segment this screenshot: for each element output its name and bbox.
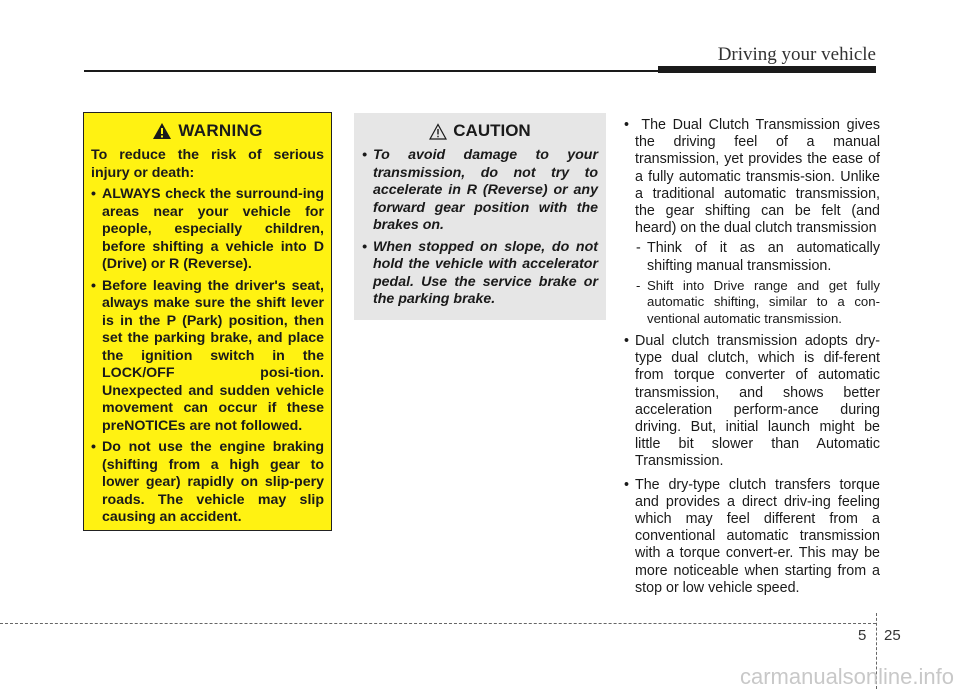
caution-title: CAUTION: [453, 121, 531, 140]
body-text-column: [624, 113, 880, 603]
page-number: 25: [884, 627, 901, 644]
list-item: • The dry-type clutch transfers torque and provides a direct driv-ing feeling which may feel different from a conventional automatic transmission with a torque convert-er. This may be more noticeable when starting from a stop or low vehicle speed.: [624, 477, 880, 597]
page-section-title: Driving your vehicle: [717, 44, 876, 65]
warning-item: • ALWAYS check the surround-ing areas near your vehicle for people, especially children, before shifting a vehicle into D (Drive) or R (Reverse).: [91, 186, 324, 274]
warning-title: WARNING: [178, 121, 263, 140]
warning-box: [83, 112, 332, 531]
list-item-text: The Dual Clutch Transmission gives the driving feel of a manual transmission, yet provides the ease of a fully automatic transmis-sion. Unlike a traditional automatic transmission, the gear shifting can be felt (and heard) on the dual clutch transmission: [635, 117, 881, 237]
warning-list: [91, 186, 324, 527]
header-divider: [84, 70, 662, 72]
body-list: [624, 117, 880, 597]
sub-list-item: - Shift into Drive range and get fully automatic shifting, similar to a con-ventional automatic transmission.: [636, 278, 880, 327]
warning-item: • Do not use the engine braking (shifting from a high gear to lower gear) rapidly on slip-pery roads. The vehicle may slip causing an accident.: [91, 439, 324, 527]
sub-list: [635, 240, 880, 327]
chapter-number: 5: [858, 627, 867, 644]
watermark: carmanualsonline.info: [739, 664, 954, 689]
footer-divider: [0, 623, 876, 624]
header-divider-bold: [658, 66, 876, 73]
warning-triangle-icon: [152, 122, 172, 140]
caution-box: [354, 113, 606, 320]
warning-item: • Before leaving the driver's seat, always make sure the shift lever is in the P (Park) position, then set the parking brake, and place the ignition switch in the LOCK/OFF posi-tion. Unexpected and sudden vehicle movement can occur if these preNOTICEs are not followed.: [91, 278, 324, 436]
caution-header: [362, 121, 598, 141]
list-item: [624, 117, 880, 327]
caution-triangle-icon: [429, 123, 447, 140]
sub-list-item: - Think of it as an automatically shifting manual transmission.: [636, 240, 880, 274]
list-item: • Dual clutch transmission adopts dry-type dual clutch, which is dif-ferent from torque converter of automatic transmission, and shows better acceleration perform-ance during driving. But, initial launch might be little bit slower than Automatic Transmission.: [624, 333, 880, 471]
caution-item: • To avoid damage to your transmission, do not try to accelerate in R (Reverse) or any forward gear position with the brakes on.: [362, 147, 598, 235]
warning-intro: To reduce the risk of serious injury or death:: [91, 147, 324, 181]
caution-list: [362, 147, 598, 309]
warning-header: [91, 121, 324, 141]
caution-item: • When stopped on slope, do not hold the vehicle with accelerator pedal. Use the service brake or the parking brake.: [362, 239, 598, 309]
